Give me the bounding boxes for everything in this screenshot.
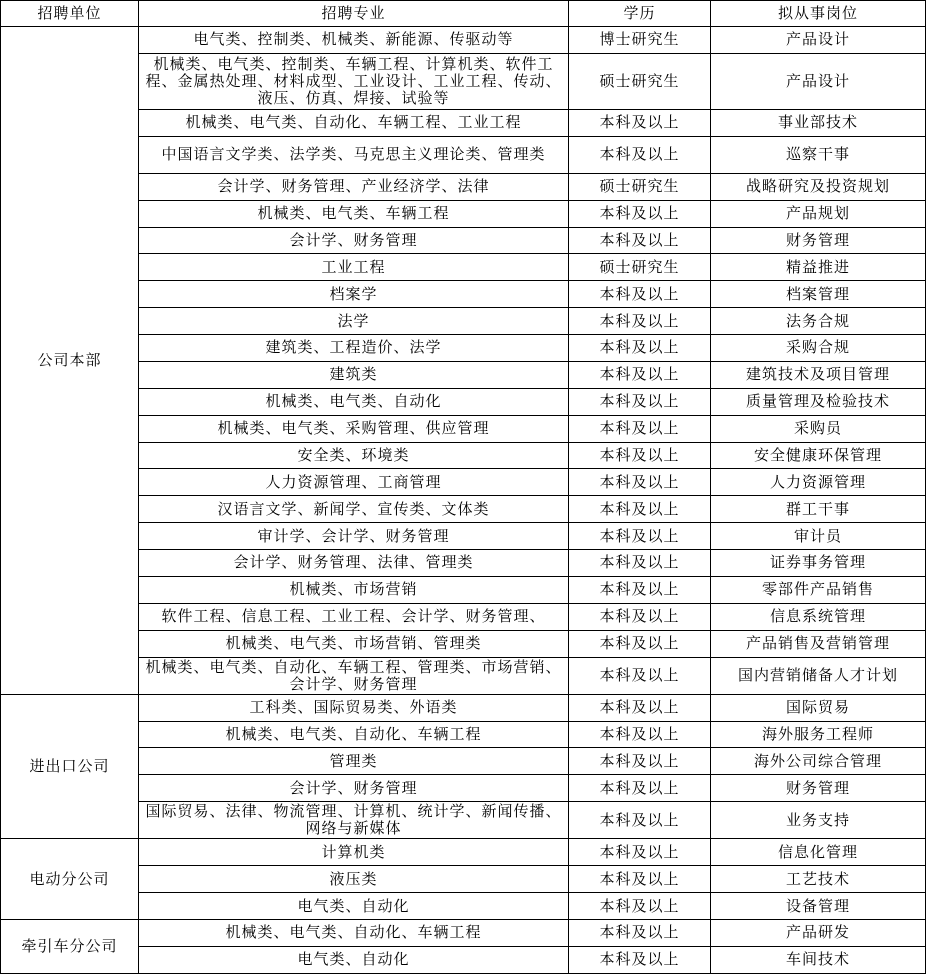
- table-row: [1, 630, 926, 657]
- table-row: [1, 920, 926, 947]
- position-cell: 产品设计: [711, 53, 926, 109]
- unit-cell: 电动分公司: [1, 839, 139, 920]
- education-cell: 本科及以上: [569, 550, 711, 577]
- position-cell: 产品销售及营销管理: [711, 630, 926, 657]
- header-unit: 招聘单位: [1, 1, 139, 27]
- table-row: [1, 866, 926, 893]
- position-cell: 档案管理: [711, 281, 926, 308]
- position-cell: 事业部技术: [711, 109, 926, 136]
- position-cell: 质量管理及检验技术: [711, 388, 926, 415]
- major-cell: 电气类、自动化: [139, 946, 569, 973]
- education-cell: 本科及以上: [569, 523, 711, 550]
- major-cell: 档案学: [139, 281, 569, 308]
- major-cell: 会计学、财务管理: [139, 775, 569, 802]
- education-cell: 硕士研究生: [569, 173, 711, 200]
- major-cell: 中国语言文学类、法学类、马克思主义理论类、管理类: [139, 136, 569, 173]
- table-row: [1, 109, 926, 136]
- table-row: [1, 893, 926, 920]
- position-cell: 信息化管理: [711, 839, 926, 866]
- table-row: [1, 657, 926, 694]
- education-cell: 本科及以上: [569, 630, 711, 657]
- education-cell: 本科及以上: [569, 200, 711, 227]
- table-row: [1, 576, 926, 603]
- major-cell: 机械类、电气类、采购管理、供应管理: [139, 415, 569, 442]
- header-row: [1, 1, 926, 27]
- table-row: [1, 281, 926, 308]
- table-row: [1, 388, 926, 415]
- education-cell: 本科及以上: [569, 920, 711, 947]
- education-cell: 本科及以上: [569, 576, 711, 603]
- position-cell: 证券事务管理: [711, 550, 926, 577]
- table-row: [1, 415, 926, 442]
- position-cell: 巡察干事: [711, 136, 926, 173]
- table-row: [1, 523, 926, 550]
- major-cell: 机械类、电气类、自动化、车辆工程: [139, 721, 569, 748]
- education-cell: 本科及以上: [569, 469, 711, 496]
- position-cell: 产品规划: [711, 200, 926, 227]
- position-cell: 审计员: [711, 523, 926, 550]
- position-cell: 群工干事: [711, 496, 926, 523]
- table-row: [1, 27, 926, 54]
- education-cell: 本科及以上: [569, 361, 711, 388]
- major-cell: 法学: [139, 308, 569, 335]
- major-cell: 汉语言文学、新闻学、宣传类、文体类: [139, 496, 569, 523]
- position-cell: 国内营销储备人才计划: [711, 657, 926, 694]
- table-row: [1, 254, 926, 281]
- major-cell: 机械类、电气类、自动化、车辆工程、管理类、市场营销、会计学、财务管理: [139, 657, 569, 694]
- table-row: [1, 173, 926, 200]
- position-cell: 采购员: [711, 415, 926, 442]
- education-cell: 本科及以上: [569, 442, 711, 469]
- table-row: [1, 308, 926, 335]
- table-row: [1, 496, 926, 523]
- major-cell: 国际贸易、法律、物流管理、计算机、统计学、新闻传播、网络与新媒体: [139, 802, 569, 839]
- education-cell: 本科及以上: [569, 802, 711, 839]
- education-cell: 本科及以上: [569, 281, 711, 308]
- unit-cell: 牵引车分公司: [1, 920, 139, 974]
- position-cell: 信息系统管理: [711, 603, 926, 630]
- unit-cell: 公司本部: [1, 27, 139, 695]
- unit-cell: 进出口公司: [1, 694, 139, 839]
- position-cell: 财务管理: [711, 227, 926, 254]
- position-cell: 工艺技术: [711, 866, 926, 893]
- position-cell: 人力资源管理: [711, 469, 926, 496]
- education-cell: 博士研究生: [569, 27, 711, 54]
- table-row: [1, 839, 926, 866]
- education-cell: 本科及以上: [569, 694, 711, 721]
- table-row: [1, 335, 926, 362]
- major-cell: 工科类、国际贸易类、外语类: [139, 694, 569, 721]
- education-cell: 本科及以上: [569, 839, 711, 866]
- position-cell: 财务管理: [711, 775, 926, 802]
- table-row: [1, 748, 926, 775]
- education-cell: 本科及以上: [569, 866, 711, 893]
- education-cell: 本科及以上: [569, 775, 711, 802]
- position-cell: 车间技术: [711, 946, 926, 973]
- position-cell: 安全健康环保管理: [711, 442, 926, 469]
- education-cell: 本科及以上: [569, 748, 711, 775]
- major-cell: 机械类、市场营销: [139, 576, 569, 603]
- major-cell: 会计学、财务管理: [139, 227, 569, 254]
- major-cell: 液压类: [139, 866, 569, 893]
- table-row: [1, 694, 926, 721]
- table-row: [1, 775, 926, 802]
- major-cell: 安全类、环境类: [139, 442, 569, 469]
- major-cell: 管理类: [139, 748, 569, 775]
- table-row: [1, 469, 926, 496]
- major-cell: 机械类、电气类、自动化、车辆工程: [139, 920, 569, 947]
- table-row: [1, 53, 926, 109]
- table-row: [1, 603, 926, 630]
- major-cell: 电气类、控制类、机械类、新能源、传驱动等: [139, 27, 569, 54]
- position-cell: 海外服务工程师: [711, 721, 926, 748]
- position-cell: 海外公司综合管理: [711, 748, 926, 775]
- education-cell: 本科及以上: [569, 308, 711, 335]
- education-cell: 本科及以上: [569, 657, 711, 694]
- major-cell: 建筑类、工程造价、法学: [139, 335, 569, 362]
- education-cell: 本科及以上: [569, 893, 711, 920]
- education-cell: 本科及以上: [569, 415, 711, 442]
- major-cell: 工业工程: [139, 254, 569, 281]
- education-cell: 本科及以上: [569, 109, 711, 136]
- table-row: [1, 136, 926, 173]
- major-cell: 审计学、会计学、财务管理: [139, 523, 569, 550]
- major-cell: 机械类、电气类、车辆工程: [139, 200, 569, 227]
- education-cell: 本科及以上: [569, 388, 711, 415]
- table-row: [1, 946, 926, 973]
- table-body: [1, 27, 926, 974]
- table-row: [1, 200, 926, 227]
- education-cell: 本科及以上: [569, 946, 711, 973]
- education-cell: 硕士研究生: [569, 254, 711, 281]
- position-cell: 精益推进: [711, 254, 926, 281]
- table-row: [1, 361, 926, 388]
- table-row: [1, 721, 926, 748]
- position-cell: 采购合规: [711, 335, 926, 362]
- major-cell: 电气类、自动化: [139, 893, 569, 920]
- major-cell: 机械类、电气类、市场营销、管理类: [139, 630, 569, 657]
- table-row: [1, 802, 926, 839]
- major-cell: 软件工程、信息工程、工业工程、会计学、财务管理、: [139, 603, 569, 630]
- education-cell: 本科及以上: [569, 496, 711, 523]
- position-cell: 业务支持: [711, 802, 926, 839]
- education-cell: 本科及以上: [569, 603, 711, 630]
- major-cell: 人力资源管理、工商管理: [139, 469, 569, 496]
- position-cell: 设备管理: [711, 893, 926, 920]
- table-row: [1, 442, 926, 469]
- major-cell: 会计学、财务管理、法律、管理类: [139, 550, 569, 577]
- table-row: [1, 550, 926, 577]
- education-cell: 本科及以上: [569, 721, 711, 748]
- education-cell: 本科及以上: [569, 136, 711, 173]
- position-cell: 零部件产品销售: [711, 576, 926, 603]
- table-row: [1, 227, 926, 254]
- major-cell: 机械类、电气类、自动化: [139, 388, 569, 415]
- header-position: 拟从事岗位: [711, 1, 926, 27]
- position-cell: 产品研发: [711, 920, 926, 947]
- major-cell: 会计学、财务管理、产业经济学、法律: [139, 173, 569, 200]
- header-major: 招聘专业: [139, 1, 569, 27]
- education-cell: 本科及以上: [569, 335, 711, 362]
- major-cell: 计算机类: [139, 839, 569, 866]
- major-cell: 机械类、电气类、自动化、车辆工程、工业工程: [139, 109, 569, 136]
- position-cell: 法务合规: [711, 308, 926, 335]
- major-cell: 机械类、电气类、控制类、车辆工程、计算机类、软件工程、金属热处理、材料成型、工业设计、工业工程、传动、液压、仿真、焊接、试验等: [139, 53, 569, 109]
- education-cell: 本科及以上: [569, 227, 711, 254]
- position-cell: 战略研究及投资规划: [711, 173, 926, 200]
- major-cell: 建筑类: [139, 361, 569, 388]
- position-cell: 产品设计: [711, 27, 926, 54]
- education-cell: 硕士研究生: [569, 53, 711, 109]
- header-education: 学历: [569, 1, 711, 27]
- position-cell: 建筑技术及项目管理: [711, 361, 926, 388]
- position-cell: 国际贸易: [711, 694, 926, 721]
